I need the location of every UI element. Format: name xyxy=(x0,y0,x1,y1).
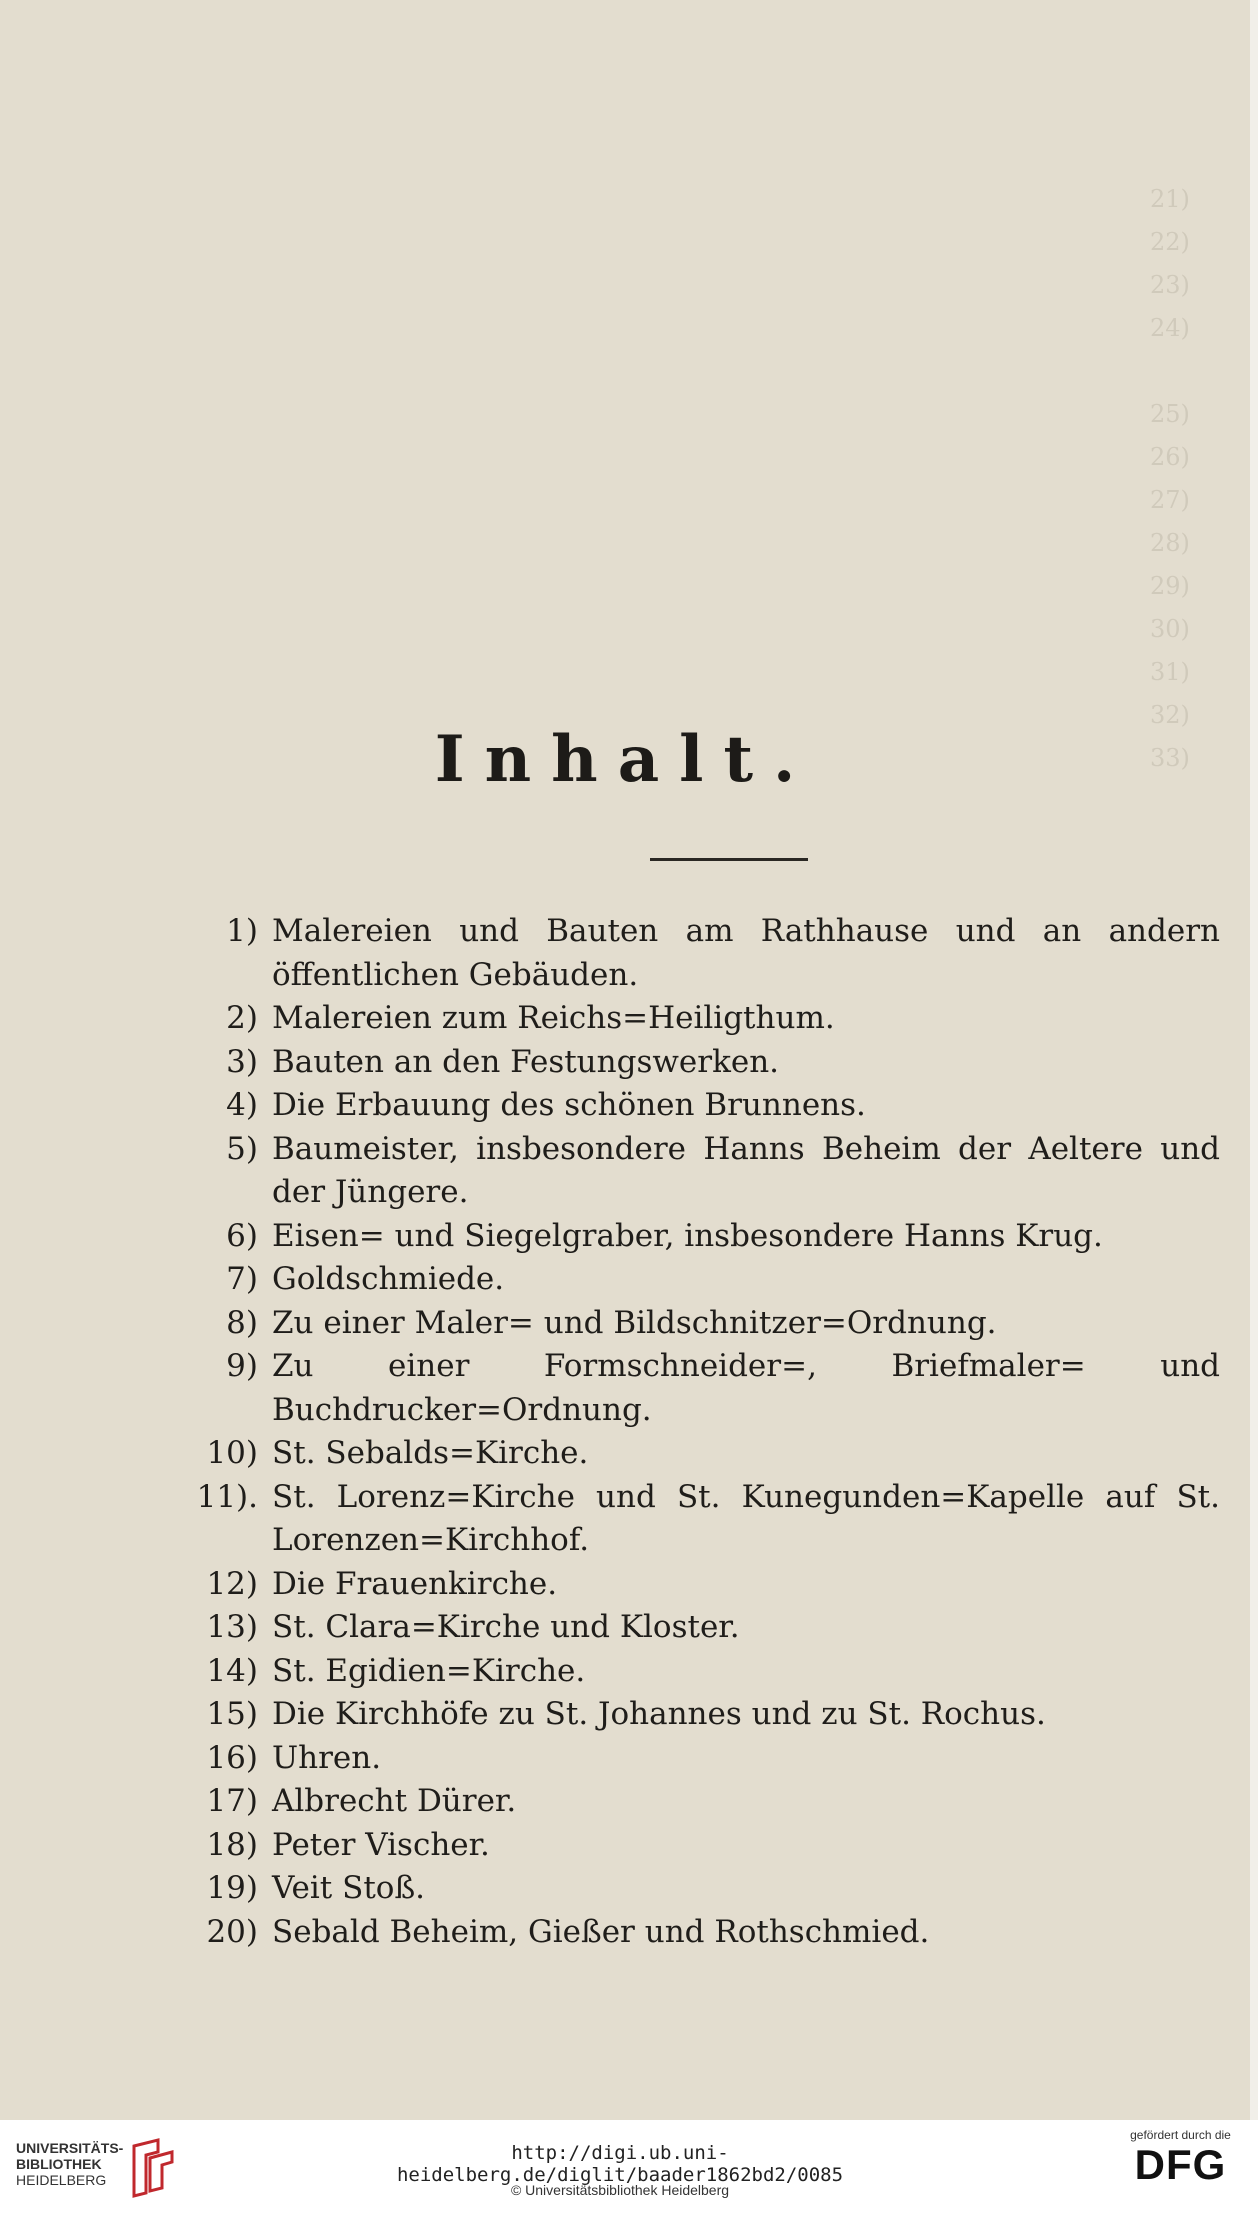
toc-entry-number: 5) xyxy=(226,1130,258,1167)
toc-entry-title: Die Kirchhöfe zu St. Johannes und zu St. Rochus. xyxy=(272,1696,1046,1732)
toc-entry xyxy=(180,1041,1220,1085)
toc-entry xyxy=(180,997,1220,1041)
toc-entry xyxy=(180,1606,1220,1650)
logo-line-2: BIBLIOTHEK xyxy=(16,2156,102,2172)
toc-entry xyxy=(180,1911,1220,1955)
toc-entry xyxy=(180,1867,1220,1911)
toc-entry-number: 7) xyxy=(226,1261,258,1297)
toc-entry xyxy=(180,1650,1220,1694)
toc-entry-title: St. Lorenz=Kirche und St. Kunegunden=Kapelle auf St. Lorenzen=Kirchhof. xyxy=(272,1478,1220,1558)
toc-entry-number: 19) xyxy=(206,1870,258,1906)
toc-entry-title: St. Clara=Kirche und Kloster. xyxy=(272,1609,740,1645)
toc-entry-number: 14) xyxy=(206,1652,258,1689)
toc-entry xyxy=(180,1693,1220,1737)
show-through-text: 21) 22) 23) 24) 25) 26) 27) 28) 29) 30) 31) 32) 33) xyxy=(1150,185,1190,772)
toc-entry-title: St. Sebalds=Kirche. xyxy=(272,1435,589,1471)
toc-entry-number: 4) xyxy=(226,1087,258,1123)
toc-entry-number: 9) xyxy=(226,1348,258,1384)
toc-entry-title: Veit Stoß. xyxy=(272,1870,426,1906)
title-rule xyxy=(650,858,808,861)
toc-entry-number: 1) xyxy=(226,913,258,949)
dfg-logo[interactable] xyxy=(1118,2128,1243,2188)
toc-entry-number: 6) xyxy=(226,1217,258,1254)
library-mark-icon xyxy=(128,2138,176,2198)
toc-entry-title: Goldschmiede. xyxy=(272,1261,505,1297)
toc-entry xyxy=(180,1084,1220,1128)
toc-entry-number: 8) xyxy=(226,1304,258,1341)
toc-entry-number: 18) xyxy=(206,1826,258,1863)
toc-entry xyxy=(180,1432,1220,1476)
toc-entry xyxy=(180,1737,1220,1781)
toc-entry-title: Bauten an den Festungswerken. xyxy=(272,1043,780,1080)
toc-entry-title: Uhren. xyxy=(272,1739,382,1776)
toc-entry xyxy=(180,1345,1220,1432)
toc-entry-title: Sebald Beheim, Gießer und Rothschmied. xyxy=(272,1913,930,1950)
page-title: Inhalt. xyxy=(434,722,816,797)
toc-entry xyxy=(180,1824,1220,1868)
toc-entry-title: Die Erbauung des schönen Brunnens. xyxy=(272,1087,866,1123)
toc-entry-title: Albrecht Dürer. xyxy=(272,1783,517,1819)
toc-entry-title: St. Egidien=Kirche. xyxy=(272,1652,586,1689)
toc-entry xyxy=(180,1215,1220,1259)
toc-entry xyxy=(180,1258,1220,1302)
toc-entry-number: 15) xyxy=(206,1696,258,1732)
toc-entry-title: Baumeister, insbesondere Hanns Beheim der Aeltere und der Jüngere. xyxy=(272,1130,1220,1210)
logo-line-1: UNIVERSITÄTS- xyxy=(16,2140,124,2156)
toc-entry-number: 16) xyxy=(206,1739,258,1776)
logo-line-3: HEIDELBERG xyxy=(16,2172,107,2188)
toc-entry-number: 13) xyxy=(206,1609,258,1645)
toc-entry-title: Eisen= und Siegelgraber, insbesondere Hanns Krug. xyxy=(272,1217,1103,1254)
page-edge xyxy=(1250,0,1258,2120)
toc-entry-number: 2) xyxy=(226,1000,258,1036)
toc-entry xyxy=(180,1128,1220,1215)
funded-by-label: gefördert durch die xyxy=(1130,2128,1231,2142)
toc-entry xyxy=(180,1563,1220,1607)
toc-entry-number: 10) xyxy=(206,1435,258,1471)
toc-entry-title: Zu einer Formschneider=, Briefmaler= und Buchdrucker=Ordnung. xyxy=(272,1348,1220,1428)
toc-entry-title: Peter Vischer. xyxy=(272,1826,490,1863)
toc-entry-title: Die Frauenkirche. xyxy=(272,1565,558,1602)
toc-entry-title: Malereien und Bauten am Rathhause und an andern öffentlichen Gebäuden. xyxy=(272,913,1220,993)
toc-entry xyxy=(180,1780,1220,1824)
toc-entry-number: 12) xyxy=(206,1565,258,1602)
toc-entry-number: 11). xyxy=(196,1478,258,1515)
permalink-url[interactable]: http://digi.ub.uni-heidelberg.de/diglit/baader1862bd2/0085 xyxy=(396,2142,844,2186)
toc-entry-number: 20) xyxy=(206,1913,258,1950)
toc-entry-number: 3) xyxy=(226,1043,258,1080)
toc-entry-title: Malereien zum Reichs=Heiligthum. xyxy=(272,1000,835,1036)
toc-entry-number: 17) xyxy=(206,1783,258,1819)
table-of-contents xyxy=(180,910,1220,1954)
footer-bar xyxy=(0,2120,1258,2215)
toc-entry xyxy=(180,910,1220,997)
copyright-notice: © Universitätsbibliothek Heidelberg xyxy=(510,2182,730,2198)
toc-entry-title: Zu einer Maler= und Bildschnitzer=Ordnung. xyxy=(272,1304,997,1341)
library-logo[interactable] xyxy=(16,2140,123,2188)
dfg-wordmark: DFG xyxy=(1134,2141,1227,2188)
toc-entry xyxy=(180,1302,1220,1346)
toc-entry xyxy=(180,1476,1220,1563)
